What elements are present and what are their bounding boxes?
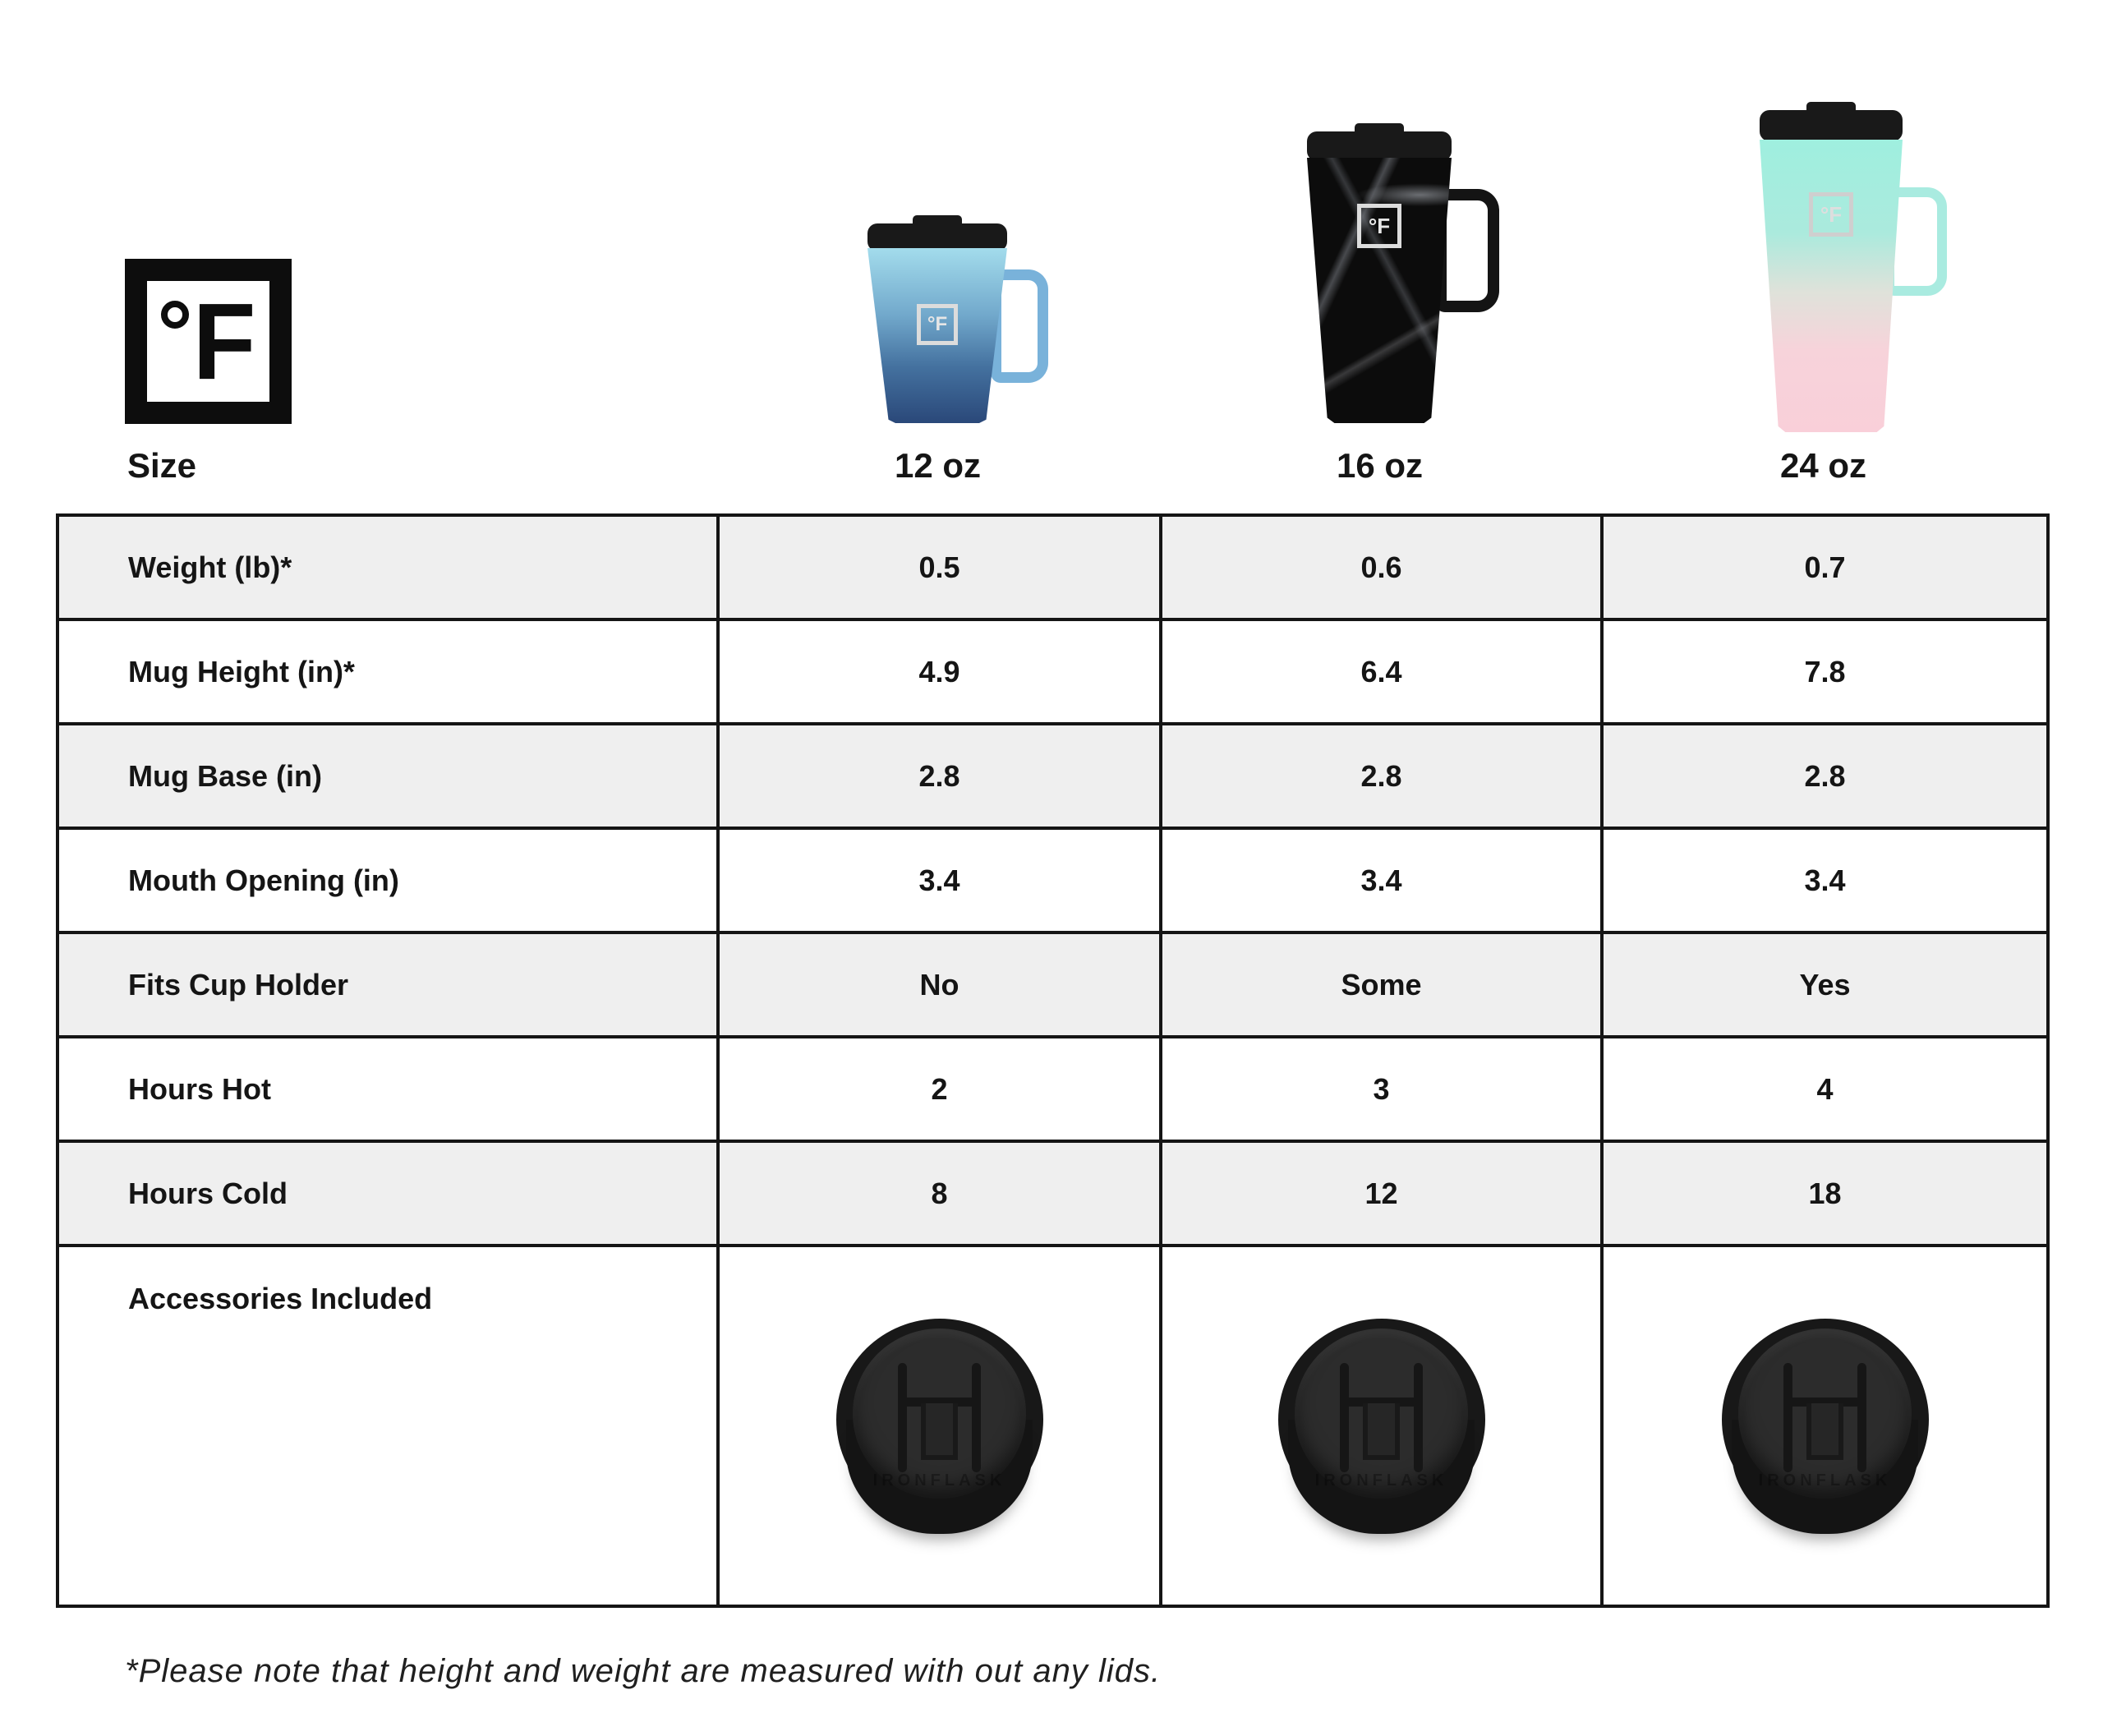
spec-value: 0.7	[1602, 515, 2048, 619]
table-row	[58, 828, 2048, 932]
spec-value: 18	[1602, 1141, 2048, 1246]
table-row	[58, 619, 2048, 724]
mug-brand-badge	[1809, 192, 1853, 237]
mug-brand-badge	[917, 304, 958, 345]
spec-label: Mug Height (in)*	[58, 619, 718, 724]
footnote: *Please note that height and weight are measured with out any lids.	[125, 1653, 1162, 1689]
brand-letter: F	[192, 279, 256, 402]
spec-value: 2.8	[1602, 724, 2048, 828]
accessory-lid-image	[1722, 1319, 1929, 1521]
spec-table-body	[58, 515, 2048, 1606]
spec-value: 2	[718, 1037, 1161, 1141]
table-row	[58, 724, 2048, 828]
spec-value: 2.8	[718, 724, 1161, 828]
spec-value: 7.8	[1602, 619, 2048, 724]
spec-label: Hours Cold	[58, 1141, 718, 1246]
brand-logo-icon	[125, 259, 292, 424]
accessory-lid-image	[1278, 1319, 1485, 1521]
spec-value: 2.8	[1161, 724, 1602, 828]
lid-flip-latch	[1806, 1403, 1843, 1460]
degree-icon	[161, 301, 189, 329]
spec-value: 3.4	[1602, 828, 2048, 932]
mug-lid	[867, 223, 1007, 251]
table-row	[58, 932, 2048, 1037]
spec-value: No	[718, 932, 1161, 1037]
accessory-cell	[1602, 1246, 2048, 1606]
spec-value: 6.4	[1161, 619, 1602, 724]
spec-value: 3.4	[1161, 828, 1602, 932]
column-header-24oz: 24 oz	[1779, 446, 1867, 485]
table-row	[58, 1246, 2048, 1606]
spec-value: 12	[1161, 1141, 1602, 1246]
spec-label: Mouth Opening (in)	[58, 828, 718, 932]
spec-value: 0.6	[1161, 515, 1602, 619]
table-row	[58, 1037, 2048, 1141]
mug-brand-text: °F	[927, 313, 948, 335]
table-row	[58, 515, 2048, 619]
spec-label: Weight (lb)*	[58, 515, 718, 619]
lid-groove-left	[1783, 1363, 1792, 1472]
accessory-cell	[718, 1246, 1161, 1606]
accessory-lid-image	[836, 1319, 1043, 1521]
lid-brand-text: IRONFLASK	[1758, 1471, 1892, 1490]
lid-flip-latch	[921, 1403, 958, 1460]
column-header-16oz: 16 oz	[1336, 446, 1424, 485]
lid-brand-text: IRONFLASK	[1314, 1471, 1448, 1490]
lid-groove-right	[1414, 1363, 1423, 1472]
spec-label: Fits Cup Holder	[58, 932, 718, 1037]
spec-value: Some	[1161, 932, 1602, 1037]
product-image-16oz	[1307, 123, 1509, 423]
product-image-12oz	[867, 215, 1042, 423]
spec-label: Accessories Included	[58, 1246, 718, 1606]
spec-value: 3	[1161, 1037, 1602, 1141]
accessory-cell	[1161, 1246, 1602, 1606]
mug-brand-text: °F	[1820, 201, 1843, 227]
mug-lid	[1307, 131, 1452, 161]
lid-groove-right	[972, 1363, 981, 1472]
spec-table	[56, 513, 2050, 1608]
spec-label: Hours Hot	[58, 1037, 718, 1141]
spec-value: 4	[1602, 1037, 2048, 1141]
table-row	[58, 1141, 2048, 1246]
size-header-label: Size	[127, 446, 197, 485]
mug-body	[1307, 158, 1452, 423]
product-image-24oz	[1760, 102, 1957, 432]
mug-brand-text: °F	[1368, 213, 1391, 238]
spec-value: 4.9	[718, 619, 1161, 724]
lid-groove-right	[1857, 1363, 1866, 1472]
mug-body	[1760, 140, 1903, 432]
spec-value: 3.4	[718, 828, 1161, 932]
spec-label: Mug Base (in)	[58, 724, 718, 828]
spec-value: Yes	[1602, 932, 2048, 1037]
lid-brand-text: IRONFLASK	[872, 1471, 1006, 1490]
lid-groove-left	[1340, 1363, 1349, 1472]
spec-value: 8	[718, 1141, 1161, 1246]
lid-groove-left	[898, 1363, 907, 1472]
column-header-12oz: 12 oz	[894, 446, 982, 485]
spec-value: 0.5	[718, 515, 1161, 619]
mug-brand-badge	[1357, 204, 1401, 248]
mug-lid	[1760, 110, 1903, 141]
lid-flip-latch	[1363, 1403, 1400, 1460]
